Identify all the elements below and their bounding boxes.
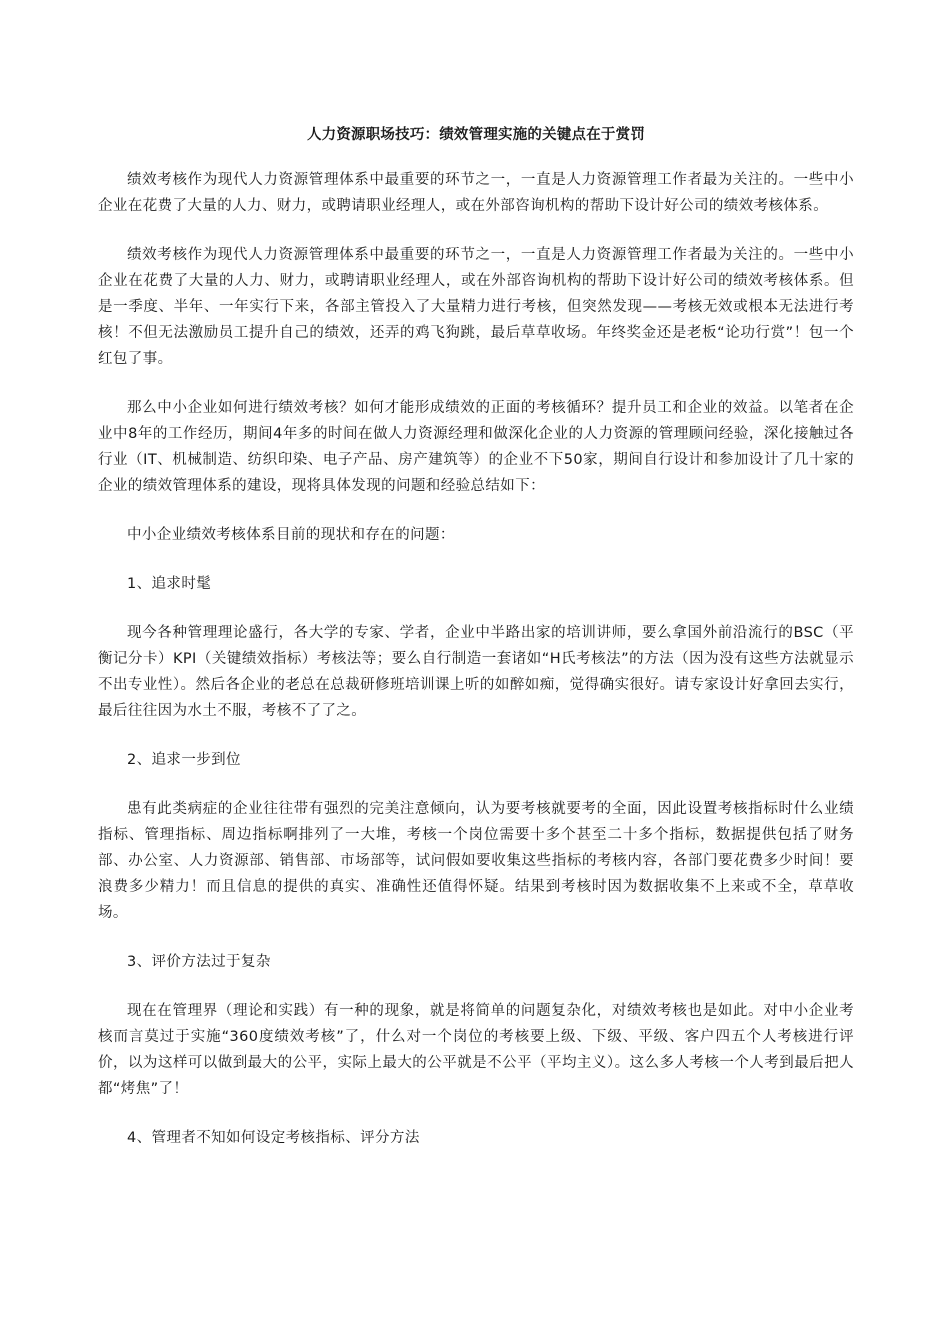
section-heading-2: 2、追求一步到位 xyxy=(127,752,241,768)
section-heading-3: 3、评价方法过于复杂 xyxy=(127,954,271,970)
section-heading-1: 1、追求时髦 xyxy=(127,576,212,592)
section-2-paragraph: 患有此类病症的企业往往带有强烈的完美注意倾向，认为要考核就要考的全面，因此设置考核指标时什么业绩指标、管理指标、周边指标啊排列了一大堆，考核一个岗位需要十多个甚至二十多个指标，数据提供包括了财务部、办公室、人力资源部、销售部、市场部等，试问假如要收集这些指标的考核内容，各部门要花费多少时间！要浪费多少精力！而且信息的提供的真实、准确性还值得怀疑。结果到考核时因为数据收集不上来或不全，草草收场。 xyxy=(98,801,854,921)
problem-paragraph: 绩效考核作为现代人力资源管理体系中最重要的环节之一，一直是人力资源管理工作者最为关注的。一些中小企业在花费了大量的人力、财力，或聘请职业经理人，或在外部咨询机构的帮助下设计好公司的绩效考核体系。但是一季度、半年、一年实行下来，各部主管投入了大量精力进行考核，但突然发现——考核无效或根本无法进行考核！不但无法激励员工提升自己的绩效，还弄的鸡飞狗跳，最后草草收场。年终奖金还是老板“论功行赏”！包一个红包了事。 xyxy=(98,247,854,367)
intro-paragraph: 绩效考核作为现代人力资源管理体系中最重要的环节之一，一直是人力资源管理工作者最为关注的。一些中小企业在花费了大量的人力、财力，或聘请职业经理人，或在外部咨询机构的帮助下设计好公司的绩效考核体系。 xyxy=(98,172,854,214)
section-3-paragraph: 现在在管理界（理论和实践）有一种的现象，就是将简单的问题复杂化，对绩效考核也是如此。对中小企业考核而言莫过于实施“360度绩效考核”了，什么对一个岗位的考核要上级、下级、平级、客户四五个人考核进行评价，以为这样可以做到最大的公平，实际上最大的公平就是不公平（平均主义）。这么多人考核一个人考到最后把人都“烤焦”了！ xyxy=(98,1003,854,1097)
document-title: 人力资源职场技巧：绩效管理实施的关键点在于赏罚 xyxy=(306,127,646,143)
section-heading-status: 中小企业绩效考核体系目前的现状和存在的问题： xyxy=(127,527,455,543)
section-1-paragraph: 现今各种管理理论盛行，各大学的专家、学者，企业中半路出家的培训讲师，要么拿国外前沿流行的BSC（平衡记分卡）KPI（关键绩效指标）考核法等；要么自行制造一套诸如“H氏考核法”的方法（因为没有这些方法就显示不出专业性）。然后各企业的老总在总裁研修班培训课上听的如醉如痴，觉得确实很好。请专家设计好拿回去实行，最后往往因为水土不服，考核不了了之。 xyxy=(98,625,854,719)
document-page xyxy=(98,124,854,1174)
section-heading-4: 4、管理者不知如何设定考核指标、评分方法 xyxy=(127,1130,420,1146)
experience-paragraph: 那么中小企业如何进行绩效考核？如何才能形成绩效的正面的考核循环？提升员工和企业的效益。以笔者在企业中8年的工作经历，期间4年多的时间在做人力资源经理和做深化企业的人力资源的管理顾问经验，深化接触过各行业（IT、机械制造、纺织印染、电子产品、房产建筑等）的企业不下50家，期间自行设计和参加设计了几十家的企业的绩效管理体系的建设，现将具体发现的问题和经验总结如下： xyxy=(98,400,854,494)
